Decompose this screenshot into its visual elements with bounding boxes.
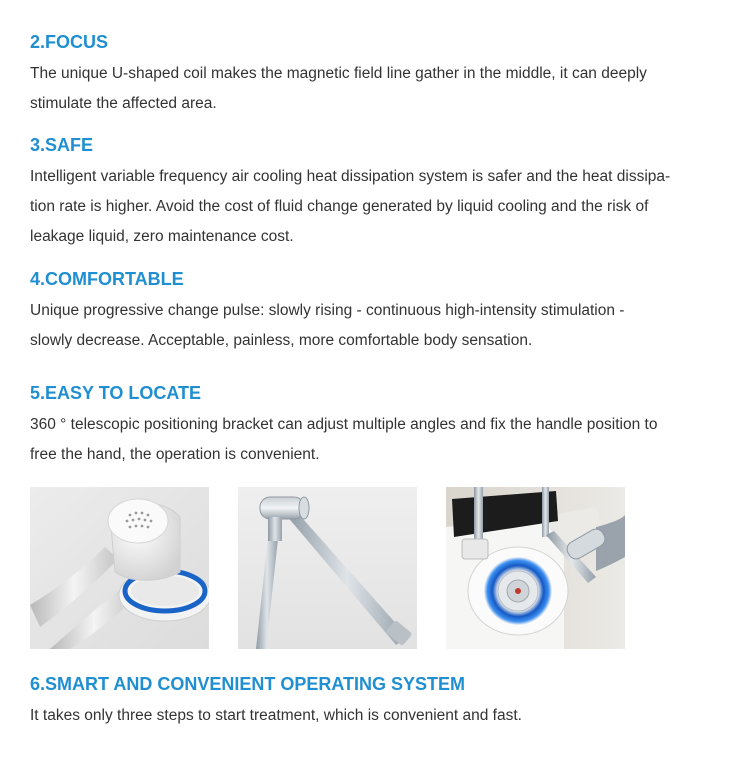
section-focus — [30, 31, 740, 119]
section-comfortable — [30, 268, 740, 356]
section-title: 4.COMFORTABLE — [30, 269, 184, 289]
section-title: 2.FOCUS — [30, 32, 109, 52]
section-easy-to-locate — [30, 382, 740, 470]
section-title: 6.SMART AND CONVENIENT OPERATING SYSTEM — [30, 674, 466, 694]
section-operating-system — [30, 673, 740, 731]
section-line: It takes only three steps to start treatment, which is convenient and fast. — [30, 707, 522, 724]
section-title: 3.SAFE — [30, 135, 94, 155]
section-line: 360 ° telescopic positioning bracket can adjust multiple angles and fix the handle position to — [30, 416, 658, 433]
section-line: Intelligent variable frequency air cooling heat dissipation system is safer and the heat dissipa- — [30, 168, 671, 185]
section-safe — [30, 134, 740, 252]
bracket-joint-photo — [238, 487, 417, 649]
section-line: tion rate is higher. Avoid the cost of fluid change generated by liquid cooling and the risk of — [30, 198, 649, 215]
section-line: stimulate the affected area. — [30, 95, 217, 112]
section-line: The unique U-shaped coil makes the magnetic field line gather in the middle, it can deeply — [30, 65, 647, 82]
section-line: slowly decrease. Acceptable, painless, more comfortable body sensation. — [30, 332, 533, 349]
section-line: Unique progressive change pulse: slowly rising - continuous high-intensity stimulation - — [30, 302, 625, 319]
device-bracket-photo — [446, 487, 625, 649]
section-title: 5.EASY TO LOCATE — [30, 383, 202, 403]
section-line: leakage liquid, zero maintenance cost. — [30, 228, 294, 245]
section-line: free the hand, the operation is convenient. — [30, 446, 320, 463]
handle-head-photo — [30, 487, 209, 649]
